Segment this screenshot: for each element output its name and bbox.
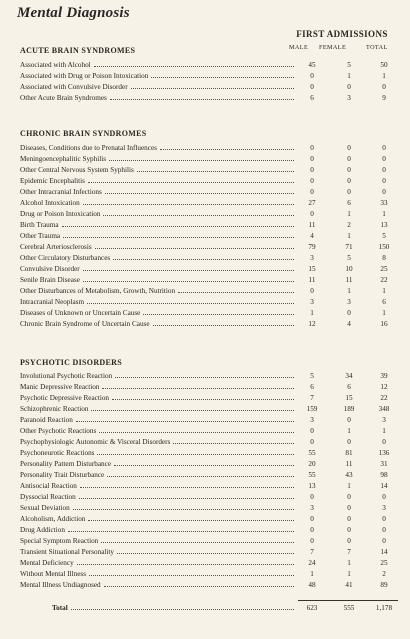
total-value: 9 — [382, 94, 386, 102]
row-label: Chronic Brain Syndrome of Uncertain Cause — [20, 320, 150, 328]
row-label: Other Disturbances of Metabolism, Growth, Nutrition — [20, 287, 176, 295]
total-value: 2 — [382, 570, 386, 578]
leader-dots — [104, 586, 294, 587]
row-label: Personality Trait Disturbance — [20, 471, 105, 479]
male-value: 13 — [308, 482, 316, 490]
male-value: 3 — [310, 416, 314, 424]
total-value: 33 — [380, 199, 388, 207]
table-row — [20, 580, 398, 591]
leader-dots — [112, 399, 294, 400]
leader-dots — [71, 609, 294, 610]
male-value: 0 — [310, 166, 314, 174]
row-label: Other Central Nervous System Syphilis — [20, 166, 134, 174]
male-value: 0 — [310, 493, 314, 501]
table-row — [20, 404, 398, 415]
leader-dots — [117, 553, 294, 554]
female-value: 0 — [347, 537, 351, 545]
row-label: Associated with Alcohol — [20, 61, 91, 69]
row-label: Drug or Poison Intoxication — [20, 210, 101, 218]
female-value: 0 — [347, 309, 351, 317]
female-value: 41 — [345, 581, 353, 589]
male-value: 0 — [310, 537, 314, 545]
female-column-header: FEMALE — [319, 44, 347, 51]
leader-dots — [153, 325, 294, 326]
row-label: Diseases of Unknown or Uncertain Cause — [20, 309, 141, 317]
table-row — [20, 514, 398, 525]
table-row — [20, 220, 398, 231]
total-value: 0 — [382, 493, 386, 501]
row-label: Psychoneurotic Reactions — [20, 449, 95, 457]
total-value: 22 — [380, 394, 388, 402]
total-value: 50 — [380, 61, 388, 69]
section-title-acute: ACUTE BRAIN SYNDROMES — [20, 46, 136, 55]
female-value: 5 — [347, 61, 351, 69]
row-label: Cerebral Arteriosclerosis — [20, 243, 92, 251]
leader-dots — [68, 531, 294, 532]
male-value: 0 — [310, 515, 314, 523]
row-label: Schizophrenic Reaction — [20, 405, 89, 413]
row-label: Associated with Convulsive Disorder — [20, 83, 128, 91]
table-row — [20, 382, 398, 393]
total-value: 39 — [380, 372, 388, 380]
leader-dots — [178, 292, 294, 293]
female-value: 1 — [347, 427, 351, 435]
female-value: 0 — [347, 83, 351, 91]
leader-dots — [77, 564, 294, 565]
total-value: 14 — [380, 482, 388, 490]
female-value: 81 — [345, 449, 353, 457]
leader-dots — [102, 388, 294, 389]
table-row — [20, 253, 398, 264]
female-value: 34 — [345, 372, 353, 380]
total-value: 13 — [380, 221, 388, 229]
leader-dots — [109, 160, 294, 161]
total-value: 348 — [378, 405, 390, 413]
table-row — [20, 481, 398, 492]
female-value: 71 — [345, 243, 353, 251]
leader-dots — [62, 226, 294, 227]
male-value: 48 — [308, 581, 316, 589]
row-label: Involutional Psychotic Reaction — [20, 372, 113, 380]
female-value: 1 — [347, 287, 351, 295]
table-row — [20, 393, 398, 404]
female-value: 0 — [347, 515, 351, 523]
total-value: 31 — [380, 460, 388, 468]
total-value: 0 — [382, 177, 386, 185]
male-total: 623 — [306, 604, 318, 612]
male-value: 159 — [306, 405, 318, 413]
table-row — [20, 71, 398, 82]
total-value: 98 — [380, 471, 388, 479]
male-value: 24 — [308, 559, 316, 567]
table-row — [20, 209, 398, 220]
row-label: Sexual Deviation — [20, 504, 70, 512]
male-value: 0 — [310, 427, 314, 435]
leader-dots — [89, 575, 294, 576]
male-value: 55 — [308, 471, 316, 479]
male-value: 45 — [308, 61, 316, 69]
male-value: 11 — [308, 276, 316, 284]
male-value: 7 — [310, 548, 314, 556]
male-value: 0 — [310, 188, 314, 196]
total-value: 0 — [382, 155, 386, 163]
male-value: 4 — [310, 232, 314, 240]
leader-dots — [83, 281, 294, 282]
male-value: 1 — [310, 570, 314, 578]
female-value: 189 — [343, 405, 355, 413]
leader-dots — [143, 314, 294, 315]
male-value: 0 — [310, 287, 314, 295]
total-value: 1 — [382, 309, 386, 317]
table-row — [20, 143, 398, 154]
female-value: 1 — [347, 570, 351, 578]
male-value: 0 — [310, 155, 314, 163]
leader-dots — [87, 303, 294, 304]
male-value: 6 — [310, 383, 314, 391]
leader-dots — [110, 99, 294, 100]
total-row — [20, 603, 398, 614]
male-value: 20 — [308, 460, 316, 468]
table-row — [20, 275, 398, 286]
table-row — [20, 286, 398, 297]
male-value: 7 — [310, 394, 314, 402]
leader-dots — [88, 182, 294, 183]
female-value: 3 — [347, 94, 351, 102]
total-value: 89 — [380, 581, 388, 589]
total-value: 22 — [380, 276, 388, 284]
female-value: 1 — [347, 72, 351, 80]
female-value: 6 — [347, 199, 351, 207]
total-value: 150 — [378, 243, 390, 251]
female-value: 0 — [347, 144, 351, 152]
total-value: 0 — [382, 537, 386, 545]
table-row — [20, 264, 398, 275]
leader-dots — [76, 421, 294, 422]
female-value: 0 — [347, 526, 351, 534]
row-label: Mental Illness Undiagnosed — [20, 581, 101, 589]
table-row — [20, 93, 398, 104]
leader-dots — [101, 542, 294, 543]
table-row — [20, 558, 398, 569]
section-title-psychotic: PSYCHOTIC DISORDERS — [20, 358, 122, 367]
female-value: 0 — [347, 177, 351, 185]
total-value: 1 — [382, 210, 386, 218]
female-value: 1 — [347, 232, 351, 240]
male-value: 6 — [310, 94, 314, 102]
table-row — [20, 536, 398, 547]
leader-dots — [91, 410, 294, 411]
total-rule — [298, 600, 398, 601]
total-value: 25 — [380, 265, 388, 273]
total-value: 1 — [382, 427, 386, 435]
row-label: Birth Trauma — [20, 221, 59, 229]
leader-dots — [95, 248, 294, 249]
total-value: 0 — [382, 166, 386, 174]
table-row — [20, 319, 398, 330]
row-label: Intracranial Neoplasm — [20, 298, 85, 306]
total-value: 3 — [382, 416, 386, 424]
row-label: Meningoencephalitic Syphilis — [20, 155, 107, 163]
row-label: Manic Depressive Reaction — [20, 383, 100, 391]
table-row — [20, 154, 398, 165]
row-label: Paranoid Reaction — [20, 416, 73, 424]
row-label: Other Psychotic Reactions — [20, 427, 97, 435]
total-value: 0 — [382, 188, 386, 196]
table-row — [20, 547, 398, 558]
table-row — [20, 165, 398, 176]
row-label: Other Intracranial Infections — [20, 188, 102, 196]
female-value: 2 — [347, 221, 351, 229]
leader-dots — [97, 454, 294, 455]
leader-dots — [160, 149, 294, 150]
leader-dots — [137, 171, 294, 172]
total-value: 0 — [382, 438, 386, 446]
table-row — [20, 492, 398, 503]
male-value: 0 — [310, 210, 314, 218]
page-title: Mental Diagnosis — [17, 5, 130, 21]
leader-dots — [73, 509, 294, 510]
male-value: 0 — [310, 144, 314, 152]
female-value: 11 — [345, 276, 353, 284]
female-value: 0 — [347, 504, 351, 512]
table-row — [20, 82, 398, 93]
table-row — [20, 426, 398, 437]
female-value: 43 — [345, 471, 353, 479]
male-value: 0 — [310, 83, 314, 91]
row-label: Antisocial Reaction — [20, 482, 77, 490]
table-row — [20, 448, 398, 459]
total-value: 25 — [380, 559, 388, 567]
table-row — [20, 187, 398, 198]
total-column-header: TOTAL — [366, 44, 388, 51]
table-row — [20, 470, 398, 481]
row-label: Alcohol Intoxication — [20, 199, 80, 207]
leader-dots — [88, 520, 294, 521]
male-column-header: MALE — [289, 44, 309, 51]
female-value: 0 — [347, 493, 351, 501]
leader-dots — [131, 88, 294, 89]
leader-dots — [94, 66, 294, 67]
table-row — [20, 569, 398, 580]
leader-dots — [114, 465, 294, 466]
total-value: 136 — [378, 449, 390, 457]
row-label: Dyssocial Reaction — [20, 493, 76, 501]
table-row — [20, 297, 398, 308]
table-row — [20, 503, 398, 514]
table-row — [20, 242, 398, 253]
table-row — [20, 60, 398, 71]
leader-dots — [99, 432, 294, 433]
row-label: Other Trauma — [20, 232, 61, 240]
total-value: 0 — [382, 515, 386, 523]
total-value: 1 — [382, 287, 386, 295]
row-label: Other Circulatory Disturbances — [20, 254, 111, 262]
female-value: 0 — [347, 166, 351, 174]
row-label: Personality Pattern Disturbance — [20, 460, 112, 468]
row-label: Other Acute Brain Syndromes — [20, 94, 107, 102]
table-row — [20, 437, 398, 448]
female-value: 5 — [347, 254, 351, 262]
male-value: 55 — [308, 449, 316, 457]
female-value: 11 — [345, 460, 353, 468]
female-value: 6 — [347, 383, 351, 391]
table-row — [20, 198, 398, 209]
total-value: 3 — [382, 504, 386, 512]
leader-dots — [105, 193, 294, 194]
male-value: 3 — [310, 254, 314, 262]
female-value: 0 — [347, 416, 351, 424]
male-value: 15 — [308, 265, 316, 273]
leader-dots — [63, 237, 294, 238]
row-label: Mental Deficiency — [20, 559, 74, 567]
total-value: 14 — [380, 548, 388, 556]
total-value: 6 — [382, 298, 386, 306]
female-value: 0 — [347, 438, 351, 446]
male-value: 11 — [308, 221, 316, 229]
total-value: 0 — [382, 526, 386, 534]
female-value: 15 — [345, 394, 353, 402]
total-label: Total — [52, 604, 68, 612]
male-value: 27 — [308, 199, 316, 207]
female-value: 1 — [347, 210, 351, 218]
male-value: 3 — [310, 298, 314, 306]
total-value: 1 — [382, 72, 386, 80]
table-row — [20, 176, 398, 187]
leader-dots — [83, 204, 294, 205]
total-value: 16 — [380, 320, 388, 328]
leader-dots — [80, 487, 294, 488]
total-value: 8 — [382, 254, 386, 262]
female-value: 7 — [347, 548, 351, 556]
female-total: 555 — [343, 604, 355, 612]
row-label: Without Mental Illness — [20, 570, 86, 578]
male-value: 12 — [308, 320, 316, 328]
leader-dots — [113, 259, 294, 260]
row-label: Associated with Drug or Poison Intoxication — [20, 72, 149, 80]
leader-dots — [83, 270, 294, 271]
first-admissions-header: FIRST ADMISSIONS — [296, 29, 388, 39]
row-label: Diseases, Conditions due to Prenatal Influences — [20, 144, 157, 152]
grand-total: 1,178 — [375, 604, 393, 612]
female-value: 3 — [347, 298, 351, 306]
table-row — [20, 231, 398, 242]
total-value: 0 — [382, 144, 386, 152]
female-value: 1 — [347, 482, 351, 490]
total-value: 12 — [380, 383, 388, 391]
row-label: Psychophysiologic Autonomic & Visceral Disorders — [20, 438, 171, 446]
leader-dots — [103, 215, 294, 216]
male-value: 1 — [310, 309, 314, 317]
total-value: 0 — [382, 83, 386, 91]
female-value: 0 — [347, 155, 351, 163]
row-label: Psychotic Depressive Reaction — [20, 394, 110, 402]
total-value: 5 — [382, 232, 386, 240]
section-title-chronic: CHRONIC BRAIN SYNDROMES — [20, 129, 147, 138]
leader-dots — [115, 377, 294, 378]
male-value: 0 — [310, 177, 314, 185]
leader-dots — [79, 498, 294, 499]
male-value: 0 — [310, 72, 314, 80]
female-value: 4 — [347, 320, 351, 328]
row-label: Senile Brain Disease — [20, 276, 80, 284]
male-value: 0 — [310, 526, 314, 534]
table-row — [20, 459, 398, 470]
table-row — [20, 525, 398, 536]
male-value: 3 — [310, 504, 314, 512]
female-value: 0 — [347, 188, 351, 196]
male-value: 5 — [310, 372, 314, 380]
male-value: 0 — [310, 438, 314, 446]
leader-dots — [151, 77, 294, 78]
row-label: Convulsive Disorder — [20, 265, 80, 273]
table-row — [20, 371, 398, 382]
table-row — [20, 415, 398, 426]
row-label: Transient Situational Personality — [20, 548, 114, 556]
row-label: Special Symptom Reaction — [20, 537, 99, 545]
male-value: 79 — [308, 243, 316, 251]
row-label: Drug Addiction — [20, 526, 65, 534]
female-value: 1 — [347, 559, 351, 567]
leader-dots — [173, 443, 294, 444]
leader-dots — [107, 476, 294, 477]
female-value: 10 — [345, 265, 353, 273]
row-label: Epidemic Encephalitis — [20, 177, 85, 185]
row-label: Alcoholism, Addiction — [20, 515, 86, 523]
table-row — [20, 308, 398, 319]
